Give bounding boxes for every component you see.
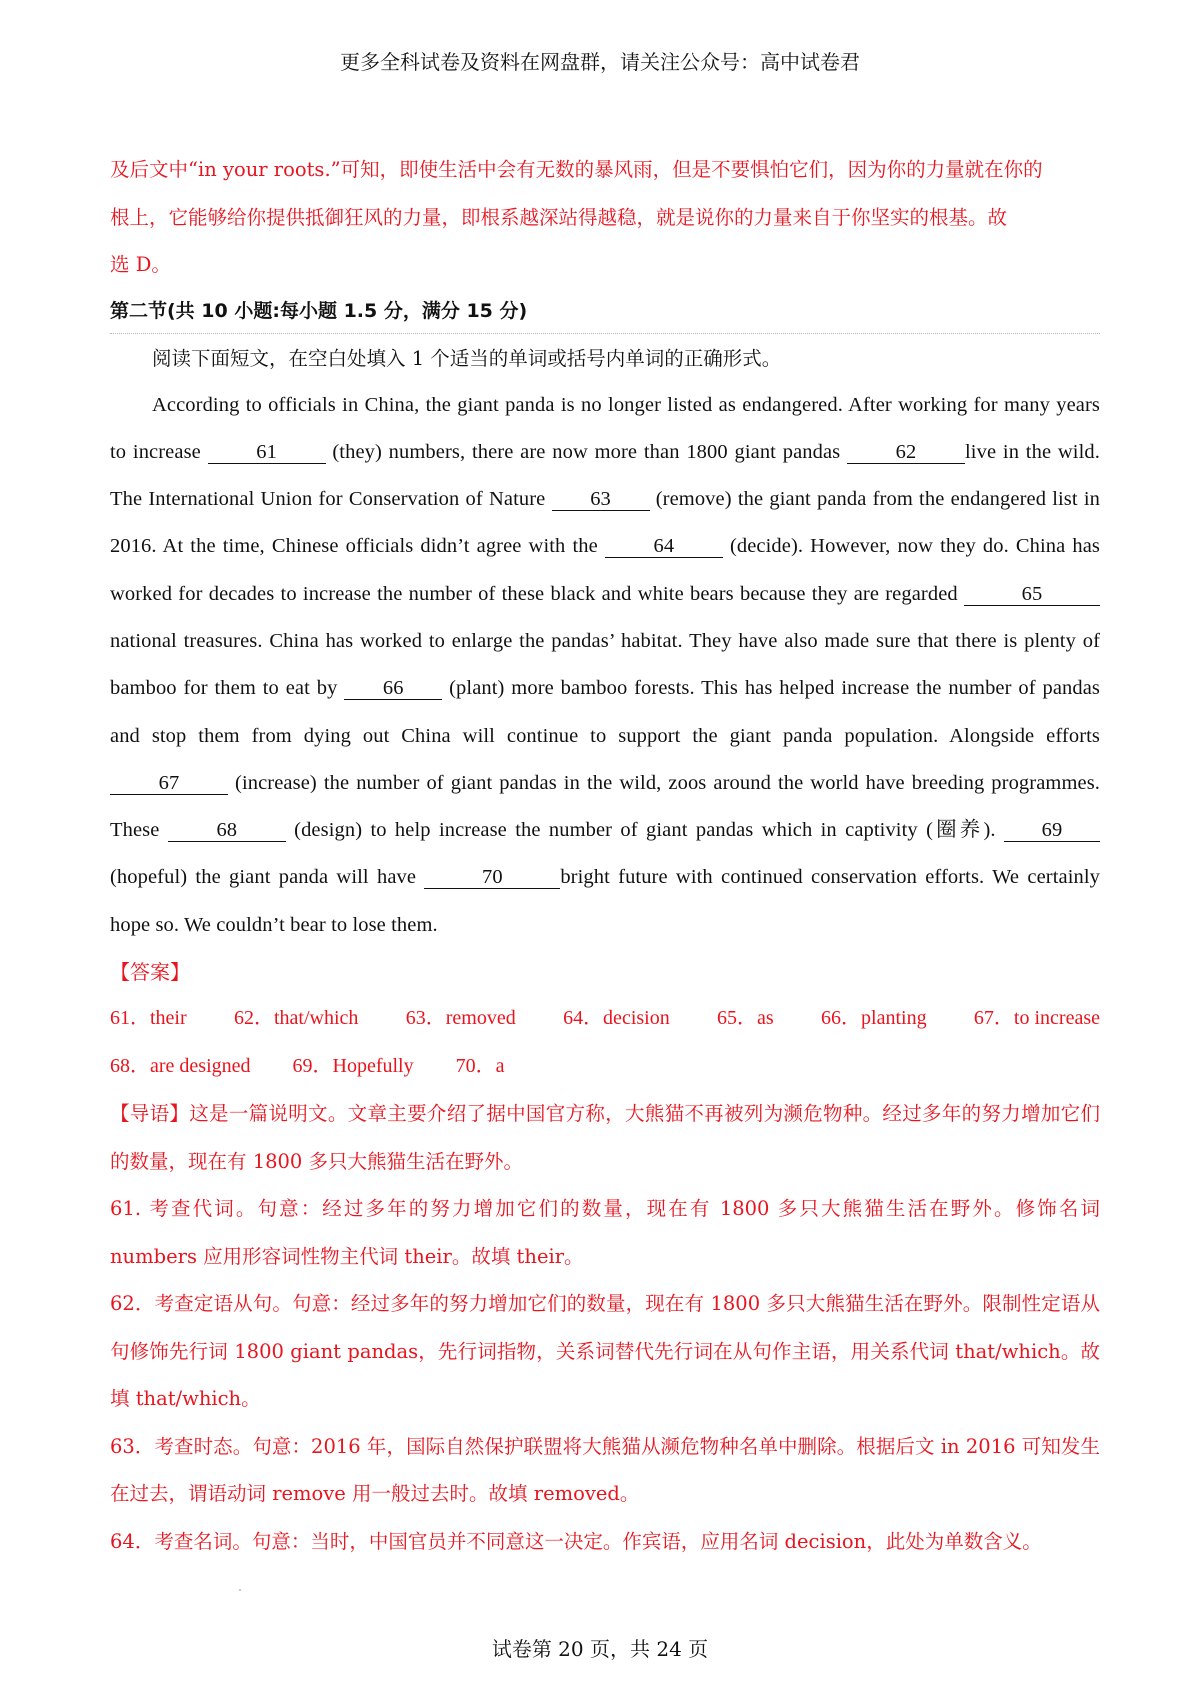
section-title: 第二节(共 10 小题:每小题 1.5 分，满分 15 分) (110, 291, 1100, 334)
answer-list (110, 995, 1100, 1090)
intro-line: 及后文中“in your roots.”可知，即使生活中会有无数的暴风雨，但是不要惧怕它们，因为你的力量就在你的 (110, 158, 1043, 181)
page-header: 更多全科试卷及资料在网盘群，请关注公众号：高中试卷君 (340, 50, 860, 74)
answer-item: 62．that/which (233, 1007, 359, 1030)
guide-label: 【导语】 (110, 1102, 190, 1126)
scan-dot (239, 1589, 241, 1591)
blank-68: 68 (168, 819, 286, 842)
blank-69: 69 (1004, 819, 1100, 842)
guide-text: 这是一篇说明文。文章主要介绍了据中国官方称，大熊猫不再被列为濒危物种。经过多年的努力增加它们的数量，现在有 1800 多只大熊猫生活在野外。 (110, 1102, 1100, 1173)
page-footer: 试卷第 20 页，共 24 页 (491, 1637, 709, 1661)
cloze-passage (110, 382, 1100, 950)
passage-text: (they) numbers, there are now more than 1800 giant pandas (332, 440, 841, 463)
explanation-63: 63．考查时态。句意：2016 年，国际自然保护联盟将大熊猫从濒危物种名单中删除。根据后文 in 2016 可知发生在过去，谓语动词 remove 用一般过去时。故填 removed。 (110, 1434, 1100, 1506)
passage-text: (decide). However, now they do. China has worked for decades to increase the number of these black and white bears because they are regarded (110, 535, 1100, 605)
passage-text: (remove) the giant panda from the endangered list in 2016. At the time, Chinese officials didn’t agree with the (110, 488, 1100, 558)
passage-text: (hopeful) the giant panda will have (110, 866, 417, 889)
answer-item: 67．to increase (973, 1007, 1100, 1030)
guide-paragraph (110, 1090, 1100, 1185)
answer-row (110, 995, 1100, 1043)
blank-65: 65 (964, 583, 1100, 606)
answer-item: 63．removed (405, 1007, 516, 1030)
blank-62: 62 (847, 441, 965, 464)
intro-line: 根上，它能够给你提供抵御狂风的力量，即根系越深站得越稳，就是说你的力量来自于你坚实的根基。故 (110, 205, 1008, 229)
answer-item: 66．planting (821, 1007, 927, 1030)
explanation-61: 61. 考查代词。句意：经过多年的努力增加它们的数量，现在有 1800 多只大熊猫生活在野外。修饰名词 numbers 应用形容词性物主代词 their。故填 their。 (110, 1197, 1100, 1268)
explanation-62: 62．考查定语从句。句意：经过多年的努力增加它们的数量，现在有 1800 多只大熊猫生活在野外。限制性定语从句修饰先行词 1800 giant pandas，先行词指物，关系词替代先行词在从句作主语，用关系代词 that/which。故填 that/which。 (110, 1292, 1100, 1411)
answer-item: 64．decision (563, 1007, 670, 1030)
blank-70: 70 (424, 866, 560, 889)
answer-item: 65．as (717, 1007, 774, 1030)
blank-63: 63 (552, 488, 650, 511)
passage-text: national treasures. China has worked to enlarge the pandas’ habitat. They have also made sure that there is plenty of bamboo for them to eat by (110, 629, 1100, 700)
passage-text: (design) to help increase the number of giant pandas which in captivity (圈养). (294, 819, 996, 842)
answer-item: 69．Hopefully (292, 1054, 414, 1077)
passage-text: live in the wild. The International Union for Conservation of Nature (110, 440, 1100, 511)
blank-64: 64 (605, 535, 723, 558)
answer-item: 68．are designed (110, 1054, 251, 1077)
passage-text: (plant) more bamboo forests. This has helped increase the number of pandas and stop them from dying out China will continue to support the giant panda population. Alongside efforts (110, 677, 1101, 747)
passage-text: (increase) the number of giant pandas in the wild, zoos around the world have breeding programmes. These (110, 771, 1101, 842)
answer-item: 61．their (110, 1007, 187, 1030)
page-content (110, 146, 1100, 1565)
intro-line: 选 D。 (110, 253, 171, 276)
answer-row (110, 1043, 1100, 1091)
answer-item: 70．a (455, 1054, 505, 1077)
intro-explanation (110, 146, 1100, 289)
passage-text: According to officials in China, the giant panda is no longer listed as endangered. After working for many years to increase (110, 393, 1100, 463)
blank-61: 61 (208, 441, 326, 464)
section-instruction: 阅读下面短文，在空白处填入 1 个适当的单词或括号内单词的正确形式。 (152, 346, 782, 370)
answer-label: 【答案】 (110, 960, 190, 985)
blank-66: 66 (344, 677, 442, 700)
explanation-64: 64．考查名词。句意：当时，中国官员并不同意这一决定。作宾语，应用名词 decision，此处为单数含义。 (110, 1529, 1042, 1553)
blank-67: 67 (110, 772, 228, 795)
passage-text: bright future with continued conservation efforts. We certainly hope so. We couldn’t bear to lose them. (110, 866, 1100, 936)
